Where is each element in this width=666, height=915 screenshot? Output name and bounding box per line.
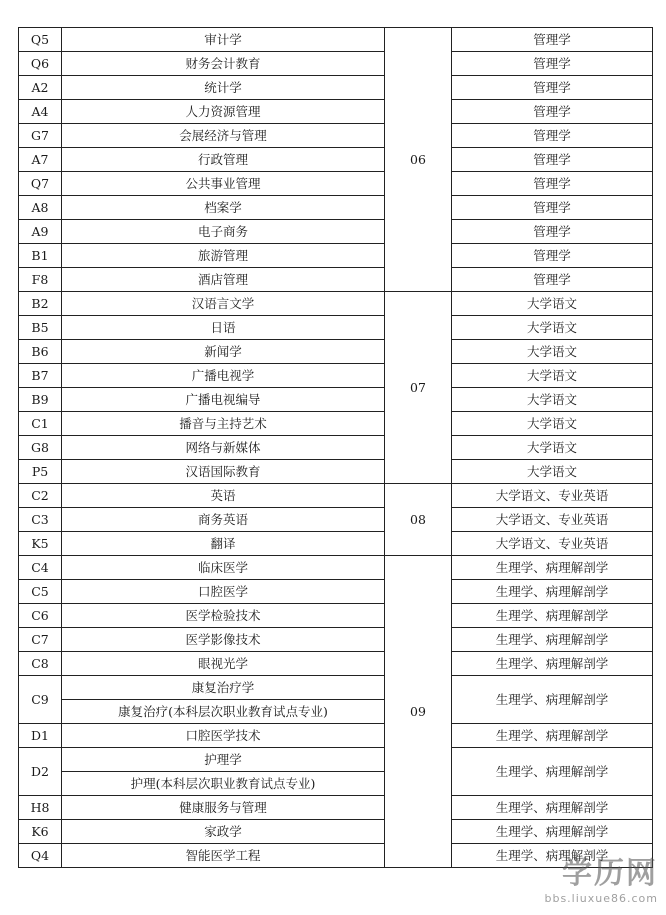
watermark-url: bbs.liuxue86.com bbox=[544, 892, 658, 905]
major-code-cell: A8 bbox=[19, 196, 62, 220]
major-name-cell: 口腔医学技术 bbox=[62, 724, 385, 748]
major-name-cell: 健康服务与管理 bbox=[62, 796, 385, 820]
exam-subject-cell: 生理学、病理解剖学 bbox=[452, 676, 653, 724]
exam-subject-cell: 管理学 bbox=[452, 148, 653, 172]
table-row bbox=[19, 724, 653, 748]
exam-subject-cell: 生理学、病理解剖学 bbox=[452, 724, 653, 748]
major-name-cell: 医学检验技术 bbox=[62, 604, 385, 628]
table-row bbox=[19, 316, 653, 340]
major-code-cell: C1 bbox=[19, 412, 62, 436]
major-code-cell: B6 bbox=[19, 340, 62, 364]
major-code-cell: P5 bbox=[19, 460, 62, 484]
exam-subject-cell: 大学语文 bbox=[452, 412, 653, 436]
major-code-cell: A9 bbox=[19, 220, 62, 244]
major-name-cell: 护理学 bbox=[62, 748, 385, 772]
exam-subject-cell: 生理学、病理解剖学 bbox=[452, 628, 653, 652]
table-row bbox=[19, 196, 653, 220]
major-code-cell: A4 bbox=[19, 100, 62, 124]
exam-subject-cell: 管理学 bbox=[452, 172, 653, 196]
major-code-cell: G7 bbox=[19, 124, 62, 148]
major-code-cell: K5 bbox=[19, 532, 62, 556]
exam-subject-cell: 大学语文 bbox=[452, 340, 653, 364]
exam-subject-cell: 大学语文 bbox=[452, 292, 653, 316]
major-name-cell: 英语 bbox=[62, 484, 385, 508]
exam-subject-cell: 管理学 bbox=[452, 28, 653, 52]
major-name-cell: 汉语言文学 bbox=[62, 292, 385, 316]
exam-subject-cell: 大学语文 bbox=[452, 388, 653, 412]
table-row bbox=[19, 292, 653, 316]
table-row bbox=[19, 268, 653, 292]
exam-subject-cell: 生理学、病理解剖学 bbox=[452, 652, 653, 676]
major-code-cell: A7 bbox=[19, 148, 62, 172]
major-code-cell: Q4 bbox=[19, 844, 62, 868]
exam-subject-cell: 管理学 bbox=[452, 124, 653, 148]
exam-subject-cell: 管理学 bbox=[452, 268, 653, 292]
table-row bbox=[19, 508, 653, 532]
watermark-title: 学历网 bbox=[562, 856, 658, 891]
table-row bbox=[19, 220, 653, 244]
major-code-cell: B2 bbox=[19, 292, 62, 316]
exam-subject-cell: 管理学 bbox=[452, 196, 653, 220]
major-name-cell: 广播电视学 bbox=[62, 364, 385, 388]
major-name-cell: 商务英语 bbox=[62, 508, 385, 532]
table-row bbox=[19, 172, 653, 196]
major-name-cell: 统计学 bbox=[62, 76, 385, 100]
table-row bbox=[19, 52, 653, 76]
major-name-cell: 眼视光学 bbox=[62, 652, 385, 676]
table-row bbox=[19, 628, 653, 652]
major-code-cell: D1 bbox=[19, 724, 62, 748]
major-code-cell: C8 bbox=[19, 652, 62, 676]
exam-subject-cell: 生理学、病理解剖学 bbox=[452, 556, 653, 580]
major-code-cell: C7 bbox=[19, 628, 62, 652]
major-name-cell: 审计学 bbox=[62, 28, 385, 52]
exam-subject-cell: 管理学 bbox=[452, 100, 653, 124]
exam-subject-cell: 大学语文 bbox=[452, 364, 653, 388]
major-code-cell: Q5 bbox=[19, 28, 62, 52]
major-name-cell: 档案学 bbox=[62, 196, 385, 220]
table-row bbox=[19, 484, 653, 508]
table-row bbox=[19, 460, 653, 484]
exam-subject-cell: 大学语文 bbox=[452, 460, 653, 484]
major-name-cell: 康复治疗(本科层次职业教育试点专业) bbox=[62, 700, 385, 724]
table-row bbox=[19, 604, 653, 628]
major-name-cell: 旅游管理 bbox=[62, 244, 385, 268]
major-code-cell: C6 bbox=[19, 604, 62, 628]
exam-subject-cell: 生理学、病理解剖学 bbox=[452, 580, 653, 604]
exam-subject-cell: 生理学、病理解剖学 bbox=[452, 748, 653, 796]
major-code-cell: Q6 bbox=[19, 52, 62, 76]
major-code-cell: C9 bbox=[19, 676, 62, 724]
exam-group-cell: 09 bbox=[385, 556, 452, 868]
major-name-cell: 护理(本科层次职业教育试点专业) bbox=[62, 772, 385, 796]
major-name-cell: 口腔医学 bbox=[62, 580, 385, 604]
major-name-cell: 电子商务 bbox=[62, 220, 385, 244]
major-code-cell: B7 bbox=[19, 364, 62, 388]
exam-subject-cell: 大学语文 bbox=[452, 436, 653, 460]
exam-group-cell: 07 bbox=[385, 292, 452, 484]
table-row bbox=[19, 388, 653, 412]
major-code-cell: A2 bbox=[19, 76, 62, 100]
exam-subject-cell: 大学语文 bbox=[452, 316, 653, 340]
exam-subject-cell: 生理学、病理解剖学 bbox=[452, 604, 653, 628]
major-name-cell: 公共事业管理 bbox=[62, 172, 385, 196]
major-name-cell: 播音与主持艺术 bbox=[62, 412, 385, 436]
major-name-cell: 智能医学工程 bbox=[62, 844, 385, 868]
major-name-cell: 康复治疗学 bbox=[62, 676, 385, 700]
exam-subject-cell: 大学语文、专业英语 bbox=[452, 508, 653, 532]
exam-subject-cell: 大学语文、专业英语 bbox=[452, 484, 653, 508]
major-name-cell: 会展经济与管理 bbox=[62, 124, 385, 148]
table-row bbox=[19, 652, 653, 676]
table-body bbox=[19, 28, 653, 868]
table-row bbox=[19, 28, 653, 52]
table-row bbox=[19, 676, 653, 700]
major-code-cell: B9 bbox=[19, 388, 62, 412]
exam-subject-cell: 管理学 bbox=[452, 244, 653, 268]
major-code-cell: C5 bbox=[19, 580, 62, 604]
major-name-cell: 家政学 bbox=[62, 820, 385, 844]
site-watermark bbox=[544, 848, 658, 905]
major-code-cell: H8 bbox=[19, 796, 62, 820]
exam-subject-cell: 管理学 bbox=[452, 220, 653, 244]
majors-table bbox=[18, 27, 653, 868]
major-name-cell: 汉语国际教育 bbox=[62, 460, 385, 484]
major-name-cell: 酒店管理 bbox=[62, 268, 385, 292]
table-row bbox=[19, 124, 653, 148]
major-code-cell: F8 bbox=[19, 268, 62, 292]
table-row bbox=[19, 436, 653, 460]
major-name-cell: 网络与新媒体 bbox=[62, 436, 385, 460]
major-code-cell: C2 bbox=[19, 484, 62, 508]
table-row bbox=[19, 100, 653, 124]
major-code-cell: C3 bbox=[19, 508, 62, 532]
table-row bbox=[19, 340, 653, 364]
table-row bbox=[19, 580, 653, 604]
table-row bbox=[19, 532, 653, 556]
major-code-cell: G8 bbox=[19, 436, 62, 460]
exam-subject-cell: 生理学、病理解剖学 bbox=[452, 796, 653, 820]
exam-subject-cell: 管理学 bbox=[452, 76, 653, 100]
major-code-cell: B5 bbox=[19, 316, 62, 340]
major-code-cell: Q7 bbox=[19, 172, 62, 196]
exam-group-cell: 06 bbox=[385, 28, 452, 292]
major-name-cell: 人力资源管理 bbox=[62, 100, 385, 124]
exam-subject-cell: 大学语文、专业英语 bbox=[452, 532, 653, 556]
major-code-cell: D2 bbox=[19, 748, 62, 796]
major-code-cell: C4 bbox=[19, 556, 62, 580]
major-name-cell: 临床医学 bbox=[62, 556, 385, 580]
major-name-cell: 行政管理 bbox=[62, 148, 385, 172]
major-name-cell: 翻译 bbox=[62, 532, 385, 556]
major-name-cell: 日语 bbox=[62, 316, 385, 340]
major-code-cell: B1 bbox=[19, 244, 62, 268]
table-row bbox=[19, 796, 653, 820]
table-row bbox=[19, 412, 653, 436]
table-row bbox=[19, 148, 653, 172]
exam-group-cell: 08 bbox=[385, 484, 452, 556]
table-row bbox=[19, 748, 653, 772]
table-row bbox=[19, 820, 653, 844]
table-row bbox=[19, 364, 653, 388]
exam-subject-cell: 生理学、病理解剖学 bbox=[452, 820, 653, 844]
exam-subject-cell: 生理学、病理解剖学 bbox=[452, 844, 653, 868]
table-row bbox=[19, 244, 653, 268]
major-name-cell: 广播电视编导 bbox=[62, 388, 385, 412]
major-name-cell: 新闻学 bbox=[62, 340, 385, 364]
major-name-cell: 医学影像技术 bbox=[62, 628, 385, 652]
major-name-cell: 财务会计教育 bbox=[62, 52, 385, 76]
table-row bbox=[19, 76, 653, 100]
table-row bbox=[19, 556, 653, 580]
major-code-cell: K6 bbox=[19, 820, 62, 844]
exam-subject-cell: 管理学 bbox=[452, 52, 653, 76]
